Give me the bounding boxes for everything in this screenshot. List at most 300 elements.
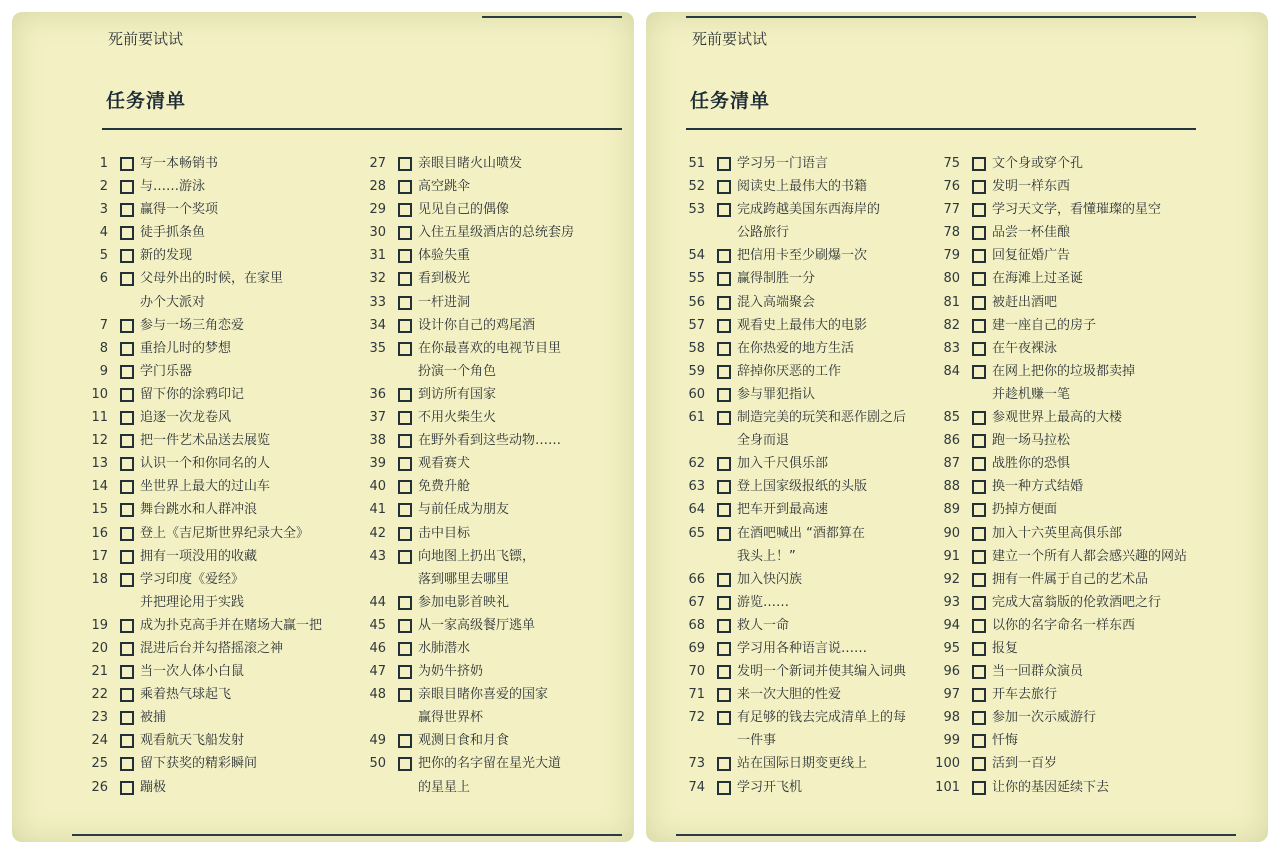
item-number: 79 (943, 248, 960, 264)
item-text (140, 706, 166, 729)
checkbox-icon (398, 319, 412, 333)
checklist-item (352, 244, 632, 267)
item-line: 被赶出酒吧 (992, 294, 1058, 310)
checklist-item (926, 591, 1246, 614)
checkbox-icon (398, 665, 412, 679)
item-number: 101 (935, 779, 960, 795)
item-number: 94 (943, 617, 960, 633)
item-line: 游览…… (737, 594, 790, 610)
item-text (140, 522, 309, 545)
item-text (737, 475, 867, 498)
item-number: 68 (688, 617, 705, 633)
checkbox-icon (120, 550, 134, 564)
item-text (140, 498, 257, 521)
checkbox-icon (398, 157, 412, 171)
checklist-item (352, 498, 632, 521)
checkbox-icon (717, 342, 731, 356)
checkbox-icon (120, 411, 134, 425)
item-line: 加入千尺俱乐部 (737, 456, 829, 472)
item-text (140, 406, 231, 429)
item-number: 10 (91, 386, 108, 402)
item-number: 75 (943, 156, 960, 171)
item-text (140, 198, 218, 221)
item-text (992, 614, 1135, 637)
item-number: 39 (369, 456, 386, 472)
item-text (737, 267, 815, 290)
item-line: 认识一个和你同名的人 (140, 456, 271, 472)
item-line: 重拾儿时的梦想 (140, 340, 232, 356)
checklist-item (671, 706, 941, 752)
checkbox-icon (398, 388, 412, 402)
item-text (140, 660, 244, 683)
item-text (992, 706, 1096, 729)
item-text (737, 568, 802, 591)
checkbox-icon (717, 619, 731, 633)
item-number: 16 (91, 525, 108, 541)
item-number: 87 (943, 456, 960, 472)
checklist-item (352, 614, 632, 637)
checklist-item (926, 429, 1246, 452)
checklist-item (926, 729, 1246, 752)
item-number: 83 (943, 340, 960, 356)
item-text (418, 683, 548, 729)
item-number: 88 (943, 479, 960, 495)
item-text (992, 568, 1148, 591)
item-text (418, 752, 561, 798)
checkbox-icon (972, 527, 986, 541)
item-number: 77 (943, 202, 960, 218)
item-line: 留下你的涂鸦印记 (140, 386, 245, 402)
task-column-2 (352, 152, 632, 799)
item-line: 留下获奖的精彩瞬间 (140, 756, 258, 772)
item-text (418, 244, 470, 267)
item-line: 学习天文学，看懂璀璨的星空 (992, 202, 1162, 218)
item-line: 发明一个新词并使其编入词典 (737, 664, 907, 680)
item-line: 父母外出的时候，在家里 (140, 271, 284, 287)
checklist-item (671, 614, 941, 637)
item-text (140, 683, 231, 706)
item-text (992, 498, 1057, 521)
checklist-item (74, 406, 354, 429)
checklist-item (926, 475, 1246, 498)
page-title: 任务清单 (106, 90, 187, 112)
item-line: 学习另一门语言 (737, 156, 829, 171)
checkbox-icon (398, 296, 412, 310)
checklist-item (926, 406, 1246, 429)
checkbox-icon (120, 434, 134, 448)
item-number: 62 (688, 456, 705, 472)
checklist-item (74, 152, 354, 175)
item-line-continued: 全身而退 (737, 433, 790, 449)
item-text (418, 152, 522, 175)
item-number: 93 (943, 594, 960, 610)
checklist-item (74, 706, 354, 729)
item-line: 学习印度《爱经》 (140, 571, 245, 587)
item-number: 60 (688, 386, 705, 402)
checklist-item (671, 752, 941, 775)
item-line-continued: 一件事 (737, 733, 777, 749)
checkbox-icon (120, 573, 134, 587)
item-number: 81 (943, 294, 960, 310)
checklist-item (671, 175, 941, 198)
checklist-item (74, 175, 354, 198)
item-number: 24 (91, 733, 108, 749)
item-number: 99 (943, 733, 960, 749)
item-number: 76 (943, 179, 960, 195)
item-line: 拥有一件属于自己的艺术品 (992, 571, 1149, 587)
item-number: 7 (99, 317, 108, 333)
checkbox-icon (398, 342, 412, 356)
checkbox-icon (120, 665, 134, 679)
item-line: 学习开飞机 (737, 779, 803, 795)
item-text (140, 729, 244, 752)
item-number: 100 (935, 756, 960, 772)
item-number: 61 (688, 410, 705, 426)
item-text (418, 614, 535, 637)
checkbox-icon (717, 180, 731, 194)
item-number: 95 (943, 640, 960, 656)
checklist-item (671, 244, 941, 267)
item-line-continued: 办个大派对 (140, 294, 206, 310)
item-number: 8 (99, 340, 108, 356)
item-line: 观测日食和月食 (418, 733, 510, 749)
item-text (737, 660, 906, 683)
item-text (992, 752, 1057, 775)
item-line: 体验失重 (418, 248, 471, 264)
item-line: 在你最喜欢的电视节目里 (418, 340, 562, 356)
checkbox-icon (398, 619, 412, 633)
checklist-item (352, 314, 632, 337)
item-number: 46 (369, 640, 386, 656)
item-line-continued: 并趁机赚一笔 (992, 386, 1071, 402)
item-text (737, 198, 880, 244)
item-line: 乘着热气球起飞 (140, 687, 232, 703)
checklist-item (926, 637, 1246, 660)
item-line: 被捕 (140, 710, 167, 726)
checklist-item (352, 175, 632, 198)
checkbox-icon (717, 365, 731, 379)
checkbox-icon (972, 734, 986, 748)
checklist-item (352, 683, 632, 729)
item-line: 制造完美的玩笑和恶作剧之后 (737, 410, 907, 426)
page-header: 死前要试试 (692, 30, 768, 48)
item-text (992, 175, 1070, 198)
item-line-continued: 的星星上 (418, 779, 471, 795)
checkbox-icon (972, 688, 986, 702)
checkbox-icon (120, 319, 134, 333)
item-text (418, 429, 561, 452)
item-number: 72 (688, 710, 705, 726)
item-line: 加入快闪族 (737, 571, 803, 587)
item-line: 观看航天飞船发射 (140, 733, 245, 749)
checklist-item (671, 568, 941, 591)
item-number: 44 (369, 594, 386, 610)
item-number: 89 (943, 502, 960, 518)
item-line: 与前任成为朋友 (418, 502, 510, 518)
checkbox-icon (120, 157, 134, 171)
item-line: 参与罪犯指认 (737, 386, 816, 402)
item-text (140, 337, 231, 360)
checklist-item (74, 383, 354, 406)
item-text (140, 752, 257, 775)
left-page (12, 12, 634, 842)
item-text (418, 522, 470, 545)
checkbox-icon (972, 319, 986, 333)
item-number: 41 (369, 502, 386, 518)
item-text (418, 175, 470, 198)
item-text (737, 291, 815, 314)
checklist-item (352, 591, 632, 614)
checkbox-icon (972, 457, 986, 471)
item-number: 58 (688, 340, 705, 356)
checkbox-icon (972, 619, 986, 633)
item-line: 报复 (992, 640, 1019, 656)
checklist-item (671, 498, 941, 521)
item-line: 赢得制胜一分 (737, 271, 816, 287)
item-text (992, 337, 1057, 360)
checklist-item (74, 452, 354, 475)
checkbox-icon (398, 757, 412, 771)
item-text (992, 291, 1057, 314)
item-text (737, 314, 867, 337)
item-text (992, 475, 1083, 498)
item-number: 91 (943, 548, 960, 564)
item-line: 有足够的钱去完成清单上的每 (737, 710, 907, 726)
checkbox-icon (717, 457, 731, 471)
checklist-item (926, 568, 1246, 591)
item-number: 26 (91, 779, 108, 795)
item-text (992, 776, 1109, 799)
item-text (992, 429, 1070, 452)
checklist-item (671, 337, 941, 360)
item-line: 参与一场三角恋爱 (140, 317, 245, 333)
item-number: 73 (688, 756, 705, 772)
checklist-item (74, 198, 354, 221)
item-line: 写一本畅销书 (140, 156, 219, 171)
item-number: 28 (369, 179, 386, 195)
item-number: 9 (99, 363, 108, 379)
checklist-item (352, 752, 632, 798)
checklist-item (74, 360, 354, 383)
item-text (140, 152, 218, 175)
item-number: 40 (369, 479, 386, 495)
item-line: 完成跨越美国东西海岸的 (737, 202, 881, 218)
item-number: 29 (369, 202, 386, 218)
checkbox-icon (717, 388, 731, 402)
item-number: 90 (943, 525, 960, 541)
item-line: 在海滩上过圣诞 (992, 271, 1084, 287)
item-line: 亲眼目睹火山喷发 (418, 156, 523, 171)
checkbox-icon (717, 527, 731, 541)
checkbox-icon (717, 711, 731, 725)
item-line: 登上《吉尼斯世界纪录大全》 (140, 525, 310, 541)
checkbox-icon (972, 642, 986, 656)
item-text (737, 752, 867, 775)
checkbox-icon (972, 550, 986, 564)
checkbox-icon (120, 480, 134, 494)
item-line: 追逐一次龙卷风 (140, 410, 232, 426)
item-line: 开车去旅行 (992, 687, 1058, 703)
item-number: 97 (943, 687, 960, 703)
item-text (140, 568, 244, 614)
item-line: 把信用卡至少刷爆一次 (737, 248, 868, 264)
item-line-continued: 我头上！” (737, 548, 796, 564)
checkbox-icon (120, 203, 134, 217)
checkbox-icon (398, 734, 412, 748)
checkbox-icon (120, 226, 134, 240)
checklist-item (671, 475, 941, 498)
item-line: 战胜你的恐惧 (992, 456, 1071, 472)
item-line: 学习用各种语言说…… (737, 640, 868, 656)
item-number: 59 (688, 363, 705, 379)
checklist-item (74, 568, 354, 614)
item-text (418, 267, 470, 290)
checkbox-icon (398, 503, 412, 517)
item-line: 徒手抓条鱼 (140, 225, 206, 241)
checklist-item (74, 729, 354, 752)
item-text (737, 498, 828, 521)
item-number: 6 (99, 271, 108, 287)
checklist-item (352, 475, 632, 498)
checkbox-icon (972, 757, 986, 771)
item-line: 当一次人体小白鼠 (140, 664, 245, 680)
item-text (992, 360, 1135, 406)
item-number: 34 (369, 317, 386, 333)
item-number: 92 (943, 571, 960, 587)
checkbox-icon (717, 157, 731, 171)
item-line: 建立一个所有人都会感兴趣的网站 (992, 548, 1188, 564)
checklist-item (74, 221, 354, 244)
checkbox-icon (972, 573, 986, 587)
item-number: 57 (688, 317, 705, 333)
item-number: 3 (99, 202, 108, 218)
checkbox-icon (120, 180, 134, 194)
item-number: 14 (91, 479, 108, 495)
item-number: 84 (943, 363, 960, 379)
checklist-item (926, 244, 1246, 267)
checklist-item (352, 637, 632, 660)
checkbox-icon (972, 342, 986, 356)
item-number: 54 (688, 248, 705, 264)
checkbox-icon (717, 203, 731, 217)
item-text (737, 683, 841, 706)
checkbox-icon (717, 411, 731, 425)
item-number: 31 (369, 248, 386, 264)
item-line: 见见自己的偶像 (418, 202, 510, 218)
item-line: 建一座自己的房子 (992, 317, 1097, 333)
item-line: 高空跳伞 (418, 179, 471, 195)
checklist-item (926, 660, 1246, 683)
checkbox-icon (717, 249, 731, 263)
item-text (992, 152, 1083, 175)
checkbox-icon (972, 272, 986, 286)
item-number: 38 (369, 433, 386, 449)
item-number: 56 (688, 294, 705, 310)
item-text (140, 175, 205, 198)
checkbox-icon (972, 157, 986, 171)
item-line: 不用火柴生火 (418, 410, 497, 426)
checklist-item (926, 198, 1246, 221)
item-line-continued: 并把理论用于实践 (140, 594, 245, 610)
item-number: 80 (943, 271, 960, 287)
checklist-item (926, 175, 1246, 198)
item-text (992, 683, 1057, 706)
checklist-item (74, 337, 354, 360)
item-line: 加入十六英里高俱乐部 (992, 525, 1123, 541)
checklist-item (926, 545, 1246, 568)
item-line: 在午夜裸泳 (992, 340, 1058, 356)
item-number: 23 (91, 710, 108, 726)
item-text (140, 267, 283, 313)
item-number: 86 (943, 433, 960, 449)
checkbox-icon (120, 249, 134, 263)
item-line: 在酒吧喊出 “酒都算在 (737, 525, 865, 541)
item-number: 5 (99, 248, 108, 264)
checklist-item (74, 429, 354, 452)
checklist-item (671, 660, 941, 683)
checkbox-icon (398, 203, 412, 217)
item-number: 2 (99, 179, 108, 195)
checkbox-icon (972, 781, 986, 795)
item-text (418, 198, 509, 221)
checkbox-icon (717, 665, 731, 679)
item-line: 蹦极 (140, 779, 167, 795)
checklist-item (74, 314, 354, 337)
item-line: 成为扑克高手并在赌场大赢一把 (140, 617, 323, 633)
checklist-item (74, 267, 354, 313)
item-line: 扔掉方便面 (992, 502, 1058, 518)
item-text (992, 660, 1083, 683)
item-line: 到访所有国家 (418, 386, 497, 402)
checklist-item (352, 660, 632, 683)
checkbox-icon (972, 226, 986, 240)
item-text (992, 406, 1122, 429)
item-line: 击中目标 (418, 525, 471, 541)
checkbox-icon (120, 457, 134, 471)
checklist-item (926, 522, 1246, 545)
checkbox-icon (717, 503, 731, 517)
checklist-item (352, 291, 632, 314)
item-line-continued: 公路旅行 (737, 225, 790, 241)
item-line: 看到极光 (418, 271, 471, 287)
item-text (992, 221, 1070, 244)
checkbox-icon (120, 388, 134, 402)
item-line: 把一件艺术品送去展览 (140, 433, 271, 449)
item-text (992, 244, 1070, 267)
task-column-3 (671, 152, 941, 799)
item-number: 85 (943, 410, 960, 426)
checkbox-icon (398, 642, 412, 656)
checklist-item (671, 683, 941, 706)
item-number: 42 (369, 525, 386, 541)
item-text (992, 591, 1161, 614)
item-number: 55 (688, 271, 705, 287)
item-number: 78 (943, 225, 960, 241)
checklist-item (352, 383, 632, 406)
item-line: 从一家高级餐厅逃单 (418, 617, 536, 633)
checkbox-icon (120, 527, 134, 541)
item-text (418, 291, 470, 314)
page-title: 任务清单 (690, 90, 771, 112)
checkbox-icon (120, 781, 134, 795)
item-text (140, 244, 192, 267)
item-text (737, 776, 802, 799)
item-number: 70 (688, 664, 705, 680)
item-number: 63 (688, 479, 705, 495)
checklist-item (352, 337, 632, 383)
item-line: 参加一次示威游行 (992, 710, 1097, 726)
checkbox-icon (398, 226, 412, 240)
